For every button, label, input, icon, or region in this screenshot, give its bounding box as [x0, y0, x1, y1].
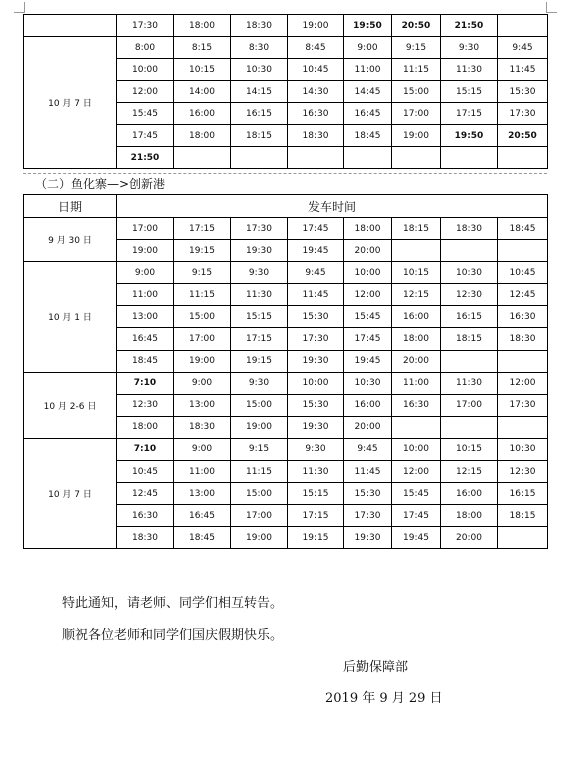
- time-cell: 11:15: [392, 59, 441, 81]
- time-cell: 18:00: [174, 15, 231, 37]
- time-cell: 19:00: [231, 416, 288, 438]
- time-cell: 20:50: [392, 15, 441, 37]
- table-row: [24, 372, 548, 394]
- time-cell: 10:15: [392, 262, 441, 284]
- time-cell: 11:45: [344, 461, 392, 483]
- time-cell: 18:00: [441, 505, 498, 527]
- page-corner-mark-left: [14, 2, 25, 13]
- time-cell: 10:30: [441, 262, 498, 284]
- time-cell: 17:30: [344, 505, 392, 527]
- table-row: [24, 438, 548, 460]
- date-cell: 10 月 2-6 日: [24, 372, 117, 438]
- time-cell: 18:15: [231, 125, 288, 147]
- time-cell: 14:45: [344, 81, 392, 103]
- time-cell: 17:30: [498, 394, 548, 416]
- time-cell: 15:45: [117, 103, 174, 125]
- time-cell: 9:30: [231, 372, 288, 394]
- time-cell: 20:00: [392, 350, 441, 372]
- time-cell: 12:00: [392, 461, 441, 483]
- time-cell: 18:45: [498, 218, 548, 240]
- date-cell: 10 月 7 日: [24, 438, 117, 548]
- time-cell: 19:30: [231, 240, 288, 262]
- time-cell: 19:30: [344, 527, 392, 549]
- time-cell: 21:50: [441, 15, 498, 37]
- time-cell: 8:15: [174, 37, 231, 59]
- time-cell: 17:45: [344, 328, 392, 350]
- time-cell: 17:45: [117, 125, 174, 147]
- time-cell: 16:30: [498, 306, 548, 328]
- time-cell: 8:45: [288, 37, 344, 59]
- time-cell: 16:00: [441, 483, 498, 505]
- time-cell: [498, 15, 548, 37]
- schedule-table-yuhuazhai-to-chuangxingang: [23, 194, 548, 549]
- time-cell: 17:30: [288, 328, 344, 350]
- time-cell: 10:30: [231, 59, 288, 81]
- time-cell: 17:30: [498, 103, 548, 125]
- time-cell: 11:00: [344, 59, 392, 81]
- time-cell: 15:15: [441, 81, 498, 103]
- time-cell: 18:00: [392, 328, 441, 350]
- time-cell: [498, 147, 548, 169]
- time-cell: 19:45: [392, 527, 441, 549]
- time-cell: 17:00: [392, 103, 441, 125]
- time-cell: 10:00: [344, 262, 392, 284]
- time-cell: 16:45: [117, 328, 174, 350]
- time-cell: 11:30: [441, 372, 498, 394]
- table-row: [24, 37, 548, 59]
- time-cell: 19:15: [231, 350, 288, 372]
- time-cell: 11:15: [174, 284, 231, 306]
- time-cell: 10:30: [344, 372, 392, 394]
- time-cell: [344, 147, 392, 169]
- time-cell: 9:45: [288, 262, 344, 284]
- time-cell: 17:00: [231, 505, 288, 527]
- schedule-table-continued: [23, 14, 548, 169]
- time-cell: 19:50: [344, 15, 392, 37]
- time-cell: 18:30: [117, 527, 174, 549]
- header-date: 日期: [24, 195, 117, 218]
- time-cell: 18:30: [441, 218, 498, 240]
- time-cell: 18:30: [498, 328, 548, 350]
- time-cell: 15:00: [231, 483, 288, 505]
- time-cell: 9:30: [441, 37, 498, 59]
- time-cell: 17:00: [441, 394, 498, 416]
- time-cell: 19:00: [392, 125, 441, 147]
- time-cell: 11:15: [231, 461, 288, 483]
- time-cell: 12:30: [117, 394, 174, 416]
- time-cell: 10:00: [392, 438, 441, 460]
- time-cell: 16:30: [117, 505, 174, 527]
- date-cell: 10 月 1 日: [24, 262, 117, 372]
- time-cell: 18:30: [288, 125, 344, 147]
- time-cell: [392, 147, 441, 169]
- time-cell: 12:00: [498, 372, 548, 394]
- time-cell: 12:00: [117, 81, 174, 103]
- time-cell: 18:00: [344, 218, 392, 240]
- time-cell: 19:45: [288, 240, 344, 262]
- time-cell: 14:30: [288, 81, 344, 103]
- time-cell: 19:00: [117, 240, 174, 262]
- time-cell: 18:45: [174, 527, 231, 549]
- time-cell: 12:15: [392, 284, 441, 306]
- time-cell: 15:00: [231, 394, 288, 416]
- time-cell: [441, 147, 498, 169]
- time-cell: [288, 147, 344, 169]
- time-cell: 11:00: [174, 461, 231, 483]
- time-cell: 19:15: [288, 527, 344, 549]
- time-cell: 17:00: [174, 328, 231, 350]
- time-cell: 10:45: [498, 262, 548, 284]
- time-cell: 19:00: [288, 15, 344, 37]
- time-cell: 15:15: [231, 306, 288, 328]
- time-cell: [498, 350, 548, 372]
- time-cell: 17:15: [174, 218, 231, 240]
- time-cell: 11:45: [288, 284, 344, 306]
- time-cell: 20:00: [344, 240, 392, 262]
- time-cell: [174, 147, 231, 169]
- section-title-text: （二）鱼化寨—>创新港: [35, 177, 166, 191]
- time-cell: 19:50: [441, 125, 498, 147]
- time-cell: 16:45: [344, 103, 392, 125]
- time-cell: 19:00: [231, 527, 288, 549]
- time-cell: 10:30: [498, 438, 548, 460]
- time-cell: [441, 240, 498, 262]
- time-cell: 17:45: [392, 505, 441, 527]
- time-cell: [392, 416, 441, 438]
- time-cell: 17:45: [288, 218, 344, 240]
- time-cell: 10:00: [288, 372, 344, 394]
- table-row: [24, 15, 548, 37]
- time-cell: 9:45: [344, 438, 392, 460]
- time-cell: 15:30: [498, 81, 548, 103]
- time-cell: 8:30: [231, 37, 288, 59]
- time-cell: 18:15: [441, 328, 498, 350]
- time-cell: 15:30: [288, 394, 344, 416]
- time-cell: [498, 416, 548, 438]
- time-cell: [498, 527, 548, 549]
- time-cell: 16:15: [498, 483, 548, 505]
- time-cell: 9:15: [231, 438, 288, 460]
- time-cell: 18:00: [117, 416, 174, 438]
- time-cell: 11:00: [117, 284, 174, 306]
- time-cell: 15:45: [344, 306, 392, 328]
- time-cell: 11:00: [392, 372, 441, 394]
- time-cell: 12:45: [498, 284, 548, 306]
- time-cell: 17:00: [117, 218, 174, 240]
- section-title-yuhuazhai-to-chuangxingang: [23, 173, 547, 194]
- notice-date: 2019 年 9 月 29 日: [325, 691, 443, 706]
- time-cell: 16:45: [174, 505, 231, 527]
- time-cell: 18:45: [344, 125, 392, 147]
- notice-line-greeting: 顺祝各位老师和同学们国庆假期快乐。: [62, 628, 284, 643]
- time-cell: 10:45: [288, 59, 344, 81]
- time-cell: 16:00: [344, 394, 392, 416]
- time-cell: 15:00: [174, 306, 231, 328]
- time-cell: 10:00: [117, 59, 174, 81]
- time-cell: 18:15: [498, 505, 548, 527]
- time-cell: 18:30: [174, 416, 231, 438]
- time-cell: 12:00: [344, 284, 392, 306]
- time-cell: 12:30: [441, 284, 498, 306]
- time-cell: 17:30: [231, 218, 288, 240]
- time-cell: [441, 416, 498, 438]
- time-cell: 13:00: [174, 394, 231, 416]
- time-cell: 15:15: [288, 483, 344, 505]
- time-cell: 20:50: [498, 125, 548, 147]
- time-cell: 12:45: [117, 483, 174, 505]
- time-cell: 9:45: [498, 37, 548, 59]
- time-cell: 19:15: [174, 240, 231, 262]
- time-cell: 18:30: [231, 15, 288, 37]
- time-cell: 16:15: [441, 306, 498, 328]
- time-cell: 11:30: [288, 461, 344, 483]
- time-cell: [392, 240, 441, 262]
- time-cell: [498, 240, 548, 262]
- time-cell: 15:30: [288, 306, 344, 328]
- time-cell: 16:00: [392, 306, 441, 328]
- time-cell: 17:15: [441, 103, 498, 125]
- time-cell: 9:00: [174, 372, 231, 394]
- table-row: [24, 262, 548, 284]
- date-cell: 9 月 30 日: [24, 218, 117, 262]
- time-cell: 9:15: [174, 262, 231, 284]
- time-cell: 9:00: [117, 262, 174, 284]
- time-cell: 18:00: [174, 125, 231, 147]
- notice-signer: 后勤保障部: [343, 660, 409, 675]
- time-cell: 14:15: [231, 81, 288, 103]
- time-cell: 11:30: [441, 59, 498, 81]
- time-cell: 19:30: [288, 416, 344, 438]
- time-cell: 12:15: [441, 461, 498, 483]
- date-cell-continued: [24, 15, 117, 37]
- time-cell: 15:30: [344, 483, 392, 505]
- time-cell: 16:15: [231, 103, 288, 125]
- time-cell: 20:00: [344, 416, 392, 438]
- time-cell: [441, 350, 498, 372]
- time-cell: 16:30: [392, 394, 441, 416]
- time-cell: 17:15: [231, 328, 288, 350]
- date-cell: 10 月 7 日: [24, 37, 117, 169]
- time-cell: 10:15: [174, 59, 231, 81]
- time-cell: 17:30: [117, 15, 174, 37]
- time-cell: 13:00: [174, 483, 231, 505]
- time-cell: 13:00: [117, 306, 174, 328]
- time-cell: 14:00: [174, 81, 231, 103]
- time-cell: 9:00: [174, 438, 231, 460]
- time-cell: 19:30: [288, 350, 344, 372]
- time-cell: 7:10: [117, 372, 174, 394]
- time-cell: 15:45: [392, 483, 441, 505]
- time-cell: 11:45: [498, 59, 548, 81]
- time-cell: 10:15: [441, 438, 498, 460]
- page-corner-mark-right: [546, 2, 557, 13]
- time-cell: 9:30: [231, 262, 288, 284]
- time-cell: 12:30: [498, 461, 548, 483]
- time-cell: 18:15: [392, 218, 441, 240]
- table-row: [24, 218, 548, 240]
- time-cell: 18:45: [117, 350, 174, 372]
- time-cell: 19:45: [344, 350, 392, 372]
- time-cell: 9:15: [392, 37, 441, 59]
- time-cell: 16:00: [174, 103, 231, 125]
- time-cell: 15:00: [392, 81, 441, 103]
- time-cell: 11:30: [231, 284, 288, 306]
- header-departure-times: 发车时间: [117, 195, 548, 218]
- time-cell: 19:00: [174, 350, 231, 372]
- time-cell: 8:00: [117, 37, 174, 59]
- time-cell: 7:10: [117, 438, 174, 460]
- time-cell: 16:30: [288, 103, 344, 125]
- notice-line-forward: 特此通知，请老师、同学们相互转告。: [62, 596, 284, 611]
- time-cell: 17:15: [288, 505, 344, 527]
- time-cell: 20:00: [441, 527, 498, 549]
- time-cell: [231, 147, 288, 169]
- time-cell: 10:45: [117, 461, 174, 483]
- time-cell: 9:00: [344, 37, 392, 59]
- time-cell: 21:50: [117, 147, 174, 169]
- time-cell: 9:30: [288, 438, 344, 460]
